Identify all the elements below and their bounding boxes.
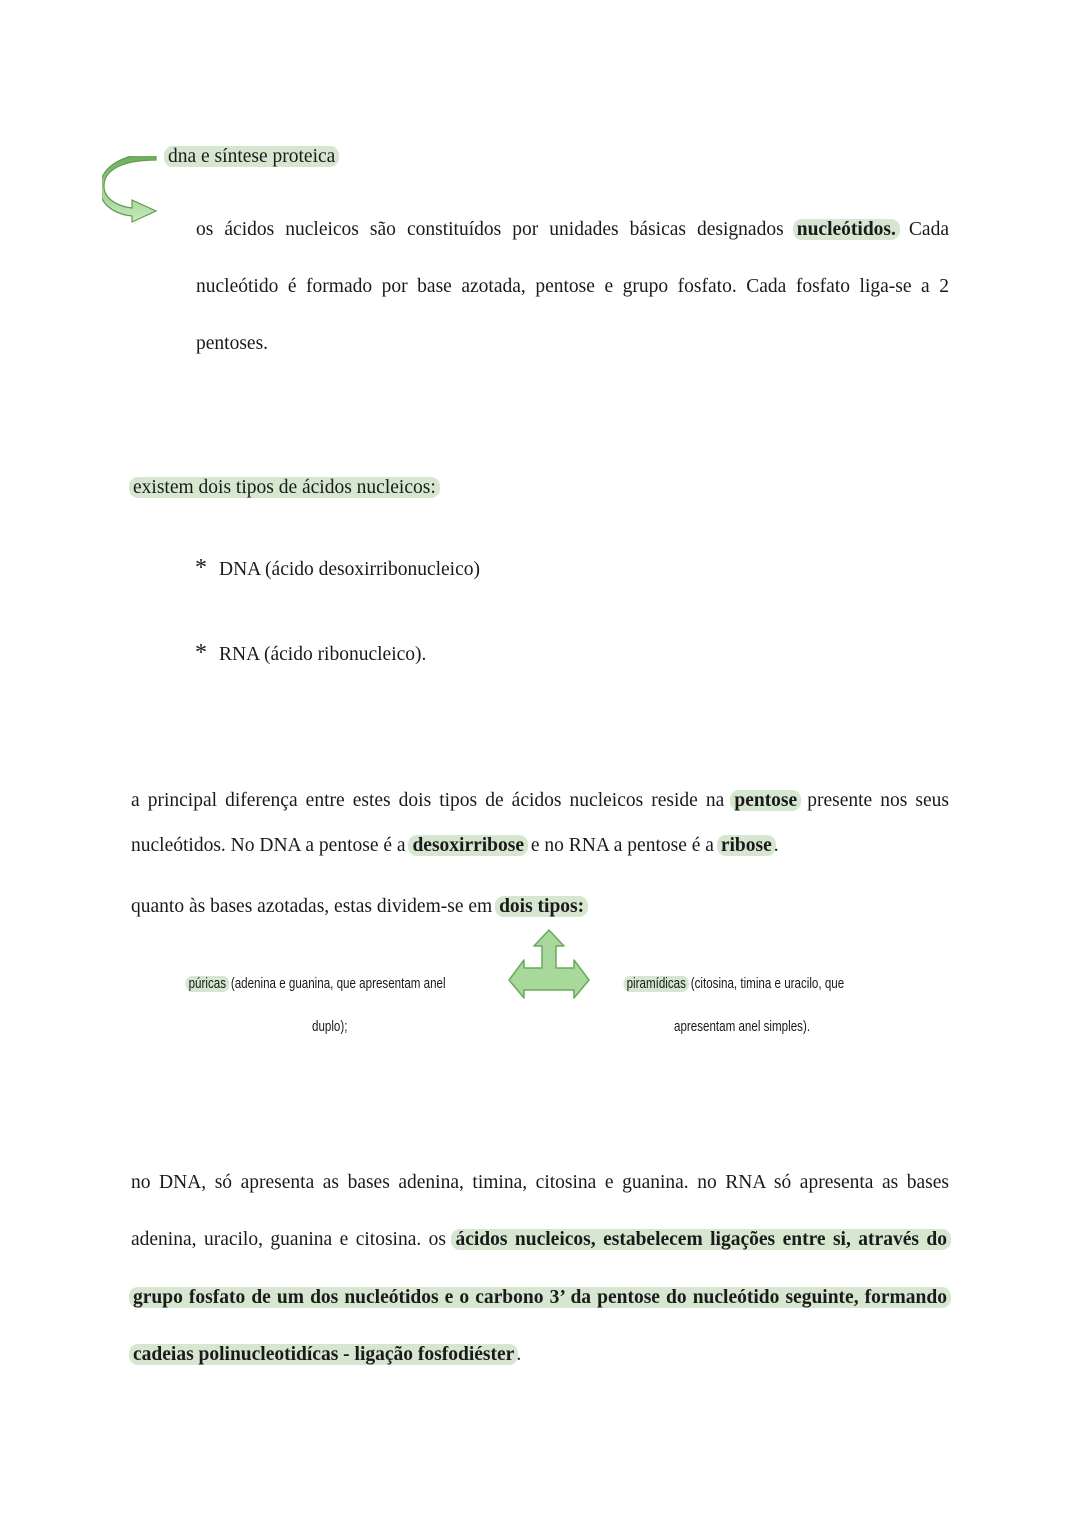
- intro-line-2: nucleótido é formado por base azotada, pentose e grupo fosfato. Cada fosfato liga-se a 2: [196, 276, 949, 297]
- puricas-line-1: púricas (adenina e guanina, que apresentam anel: [187, 976, 446, 992]
- term-ribose: ribose: [717, 835, 776, 856]
- list-item: [195, 555, 481, 582]
- bases-line: quanto às bases azotadas, estas dividem-se em dois tipos:: [131, 895, 586, 919]
- intro-line-3: pentoses.: [196, 333, 269, 354]
- final-line-4: cadeias polinucleotidícas - ligação fosfodiéster .: [131, 1343, 521, 1367]
- term-pentose: pentose: [730, 790, 801, 811]
- difference-line-2: nucleótidos. No DNA a pentose é a desoxirribose e no RNA a pentose é a ribose .: [131, 835, 779, 856]
- three-way-arrow-icon: [506, 928, 592, 1002]
- piramidicas-line-1: piramídicas (citosina, timina e uracilo, que: [625, 976, 844, 992]
- term-piramidicas: piramídicas: [623, 976, 689, 992]
- puricas-line-2: duplo);: [312, 1019, 348, 1035]
- term-acidos-nucleicos: ácidos nucleicos, estabelecem ligações entre si, através do: [451, 1229, 951, 1250]
- bullet-symbol: *: [195, 555, 207, 581]
- list-item: [195, 640, 427, 667]
- term-desoxirribose: desoxirribose: [408, 835, 528, 856]
- term-ligacao-fosfodiester: cadeias polinucleotidícas - ligação fosfodiéster: [129, 1344, 518, 1365]
- bullet-text-dna: DNA (ácido desoxirribonucleico): [219, 559, 481, 580]
- final-line-2: adenina, uracilo, guanina e citosina. os ácidos nucleicos, estabelecem ligações entre si, através do: [131, 1228, 949, 1252]
- bullet-text-rna: RNA (ácido ribonucleico).: [219, 644, 427, 665]
- intro-line-1: os ácidos nucleicos são constituídos por unidades básicas designados nucleótidos. Cada: [196, 219, 949, 240]
- bullet-symbol: *: [195, 640, 207, 666]
- section-heading: dna e síntese proteica: [166, 146, 337, 168]
- final-line-1: no DNA, só apresenta as bases adenina, timina, citosina e guanina. no RNA só apresenta as bases: [131, 1172, 949, 1193]
- curved-arrow-icon: [102, 156, 162, 224]
- types-heading: existem dois tipos de ácidos nucleicos:: [131, 476, 438, 500]
- difference-line-1: a principal diferença entre estes dois tipos de ácidos nucleicos reside na pentose presente nos seus: [131, 790, 950, 811]
- term-nucleotidos: nucleótidos.: [793, 219, 900, 240]
- term-dois-tipos: dois tipos:: [495, 896, 588, 917]
- term-puricas: púricas: [185, 976, 229, 992]
- piramidicas-line-2: apresentam anel simples).: [674, 1019, 811, 1035]
- final-line-3: grupo fosfato de um dos nucleótidos e o carbono 3’ da pentose do nucleótido seguinte, formando: [131, 1286, 949, 1310]
